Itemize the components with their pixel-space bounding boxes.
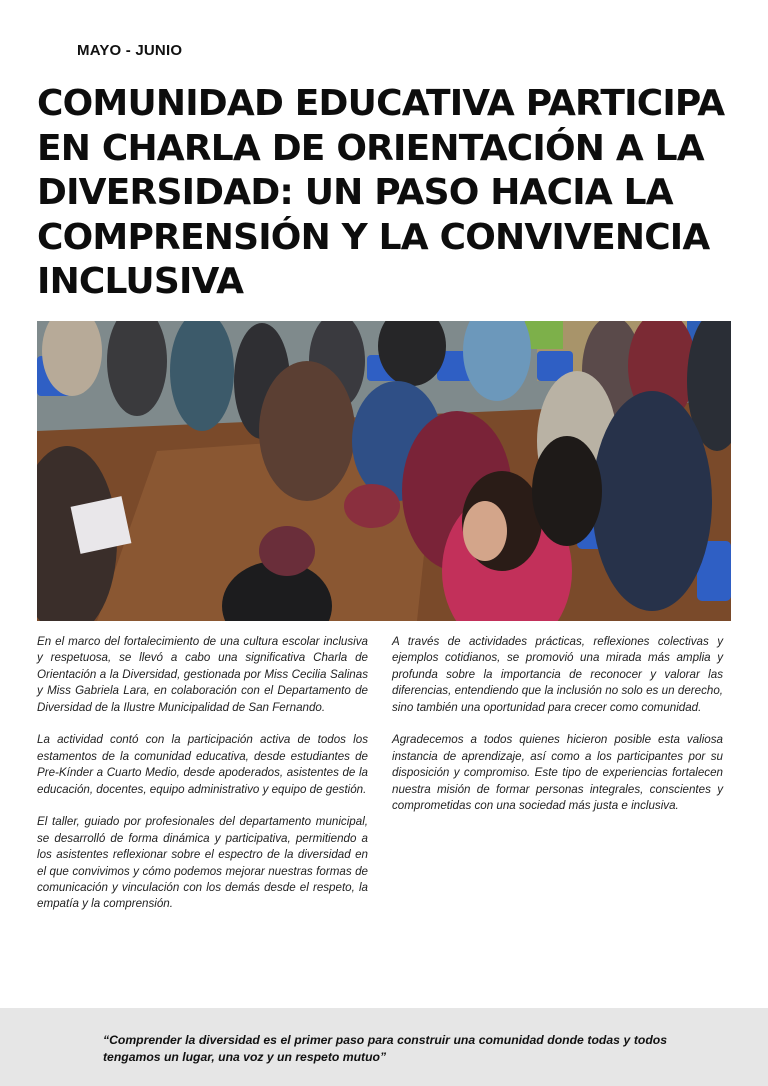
body-paragraph: La actividad contó con la participación activa de todos los estamentos de la comunidad educativa, desde estudiantes de Pre-Kínder a Cuarto Medio, desde apoderados, asistentes de la educación, docentes, equipo administrativo y equipo de gestión. xyxy=(37,733,368,796)
photo-person xyxy=(259,361,355,501)
photo-person-face xyxy=(463,501,507,561)
body-paragraph: A través de actividades prácticas, reflexiones colectivas y ejemplos cotidianos, se promovió una mirada más amplia y profunda sobre la importancia de reconocer y valorar las diferencias, entendiendo que la inclusión no solo es un derecho, sino también una oportunidad para crecer como comunidad. xyxy=(392,635,723,714)
page-headline: COMUNIDAD EDUCATIVA PARTICIPA EN CHARLA DE ORIENTACIÓN A LA DIVERSIDAD: UN PASO HACIA LA COMPRENSIÓN Y LA CONVIVENCIA INCLUSIVA xyxy=(37,83,725,302)
body-paragraph: El taller, guiado por profesionales del departamento municipal, se desarrolló de forma dinámica y participativa, permitiendo a los asistentes reflexionar sobre el espectro de la diversidad en el que convivimos y cómo podemos mejorar nuestras formas de comunicación y vinculación con los demás desde el respeto, la empatía y la comprensión. xyxy=(37,815,368,911)
closing-quote: “Comprender la diversidad es el primer paso para construir una comunidad donde todas y todos tengamos un lugar, una voz y un respeto mutuo” xyxy=(103,1033,667,1064)
body-column-right xyxy=(392,634,723,831)
body-paragraph: Agradecemos a todos quienes hicieron posible esta valiosa instancia de aprendizaje, así como a los participantes por su disposición y compromiso. Este tipo de experiencias fortalecen nuestra misión de formar personas integrales, conscientes y comprometidas con una sociedad más justa e inclusiva. xyxy=(392,733,723,813)
photo-bag xyxy=(259,526,315,576)
body-paragraph: En el marco del fortalecimiento de una cultura escolar inclusiva y respetuosa, se llevó a cabo una significativa Charla de Orientación a la Diversidad, gestionada por Miss Cecilia Salinas y Miss Gabriela Lara, en colaboración con el Departamento de Diversidad de la Ilustre Municipalidad de San Fernando. xyxy=(37,635,368,714)
body-column-left xyxy=(37,634,368,929)
quote-band xyxy=(0,1008,768,1086)
photo-person xyxy=(592,391,712,611)
date-label: MAYO - JUNIO xyxy=(77,42,183,59)
event-photo xyxy=(37,321,731,621)
photo-bag xyxy=(344,484,400,528)
photo-person xyxy=(532,436,602,546)
